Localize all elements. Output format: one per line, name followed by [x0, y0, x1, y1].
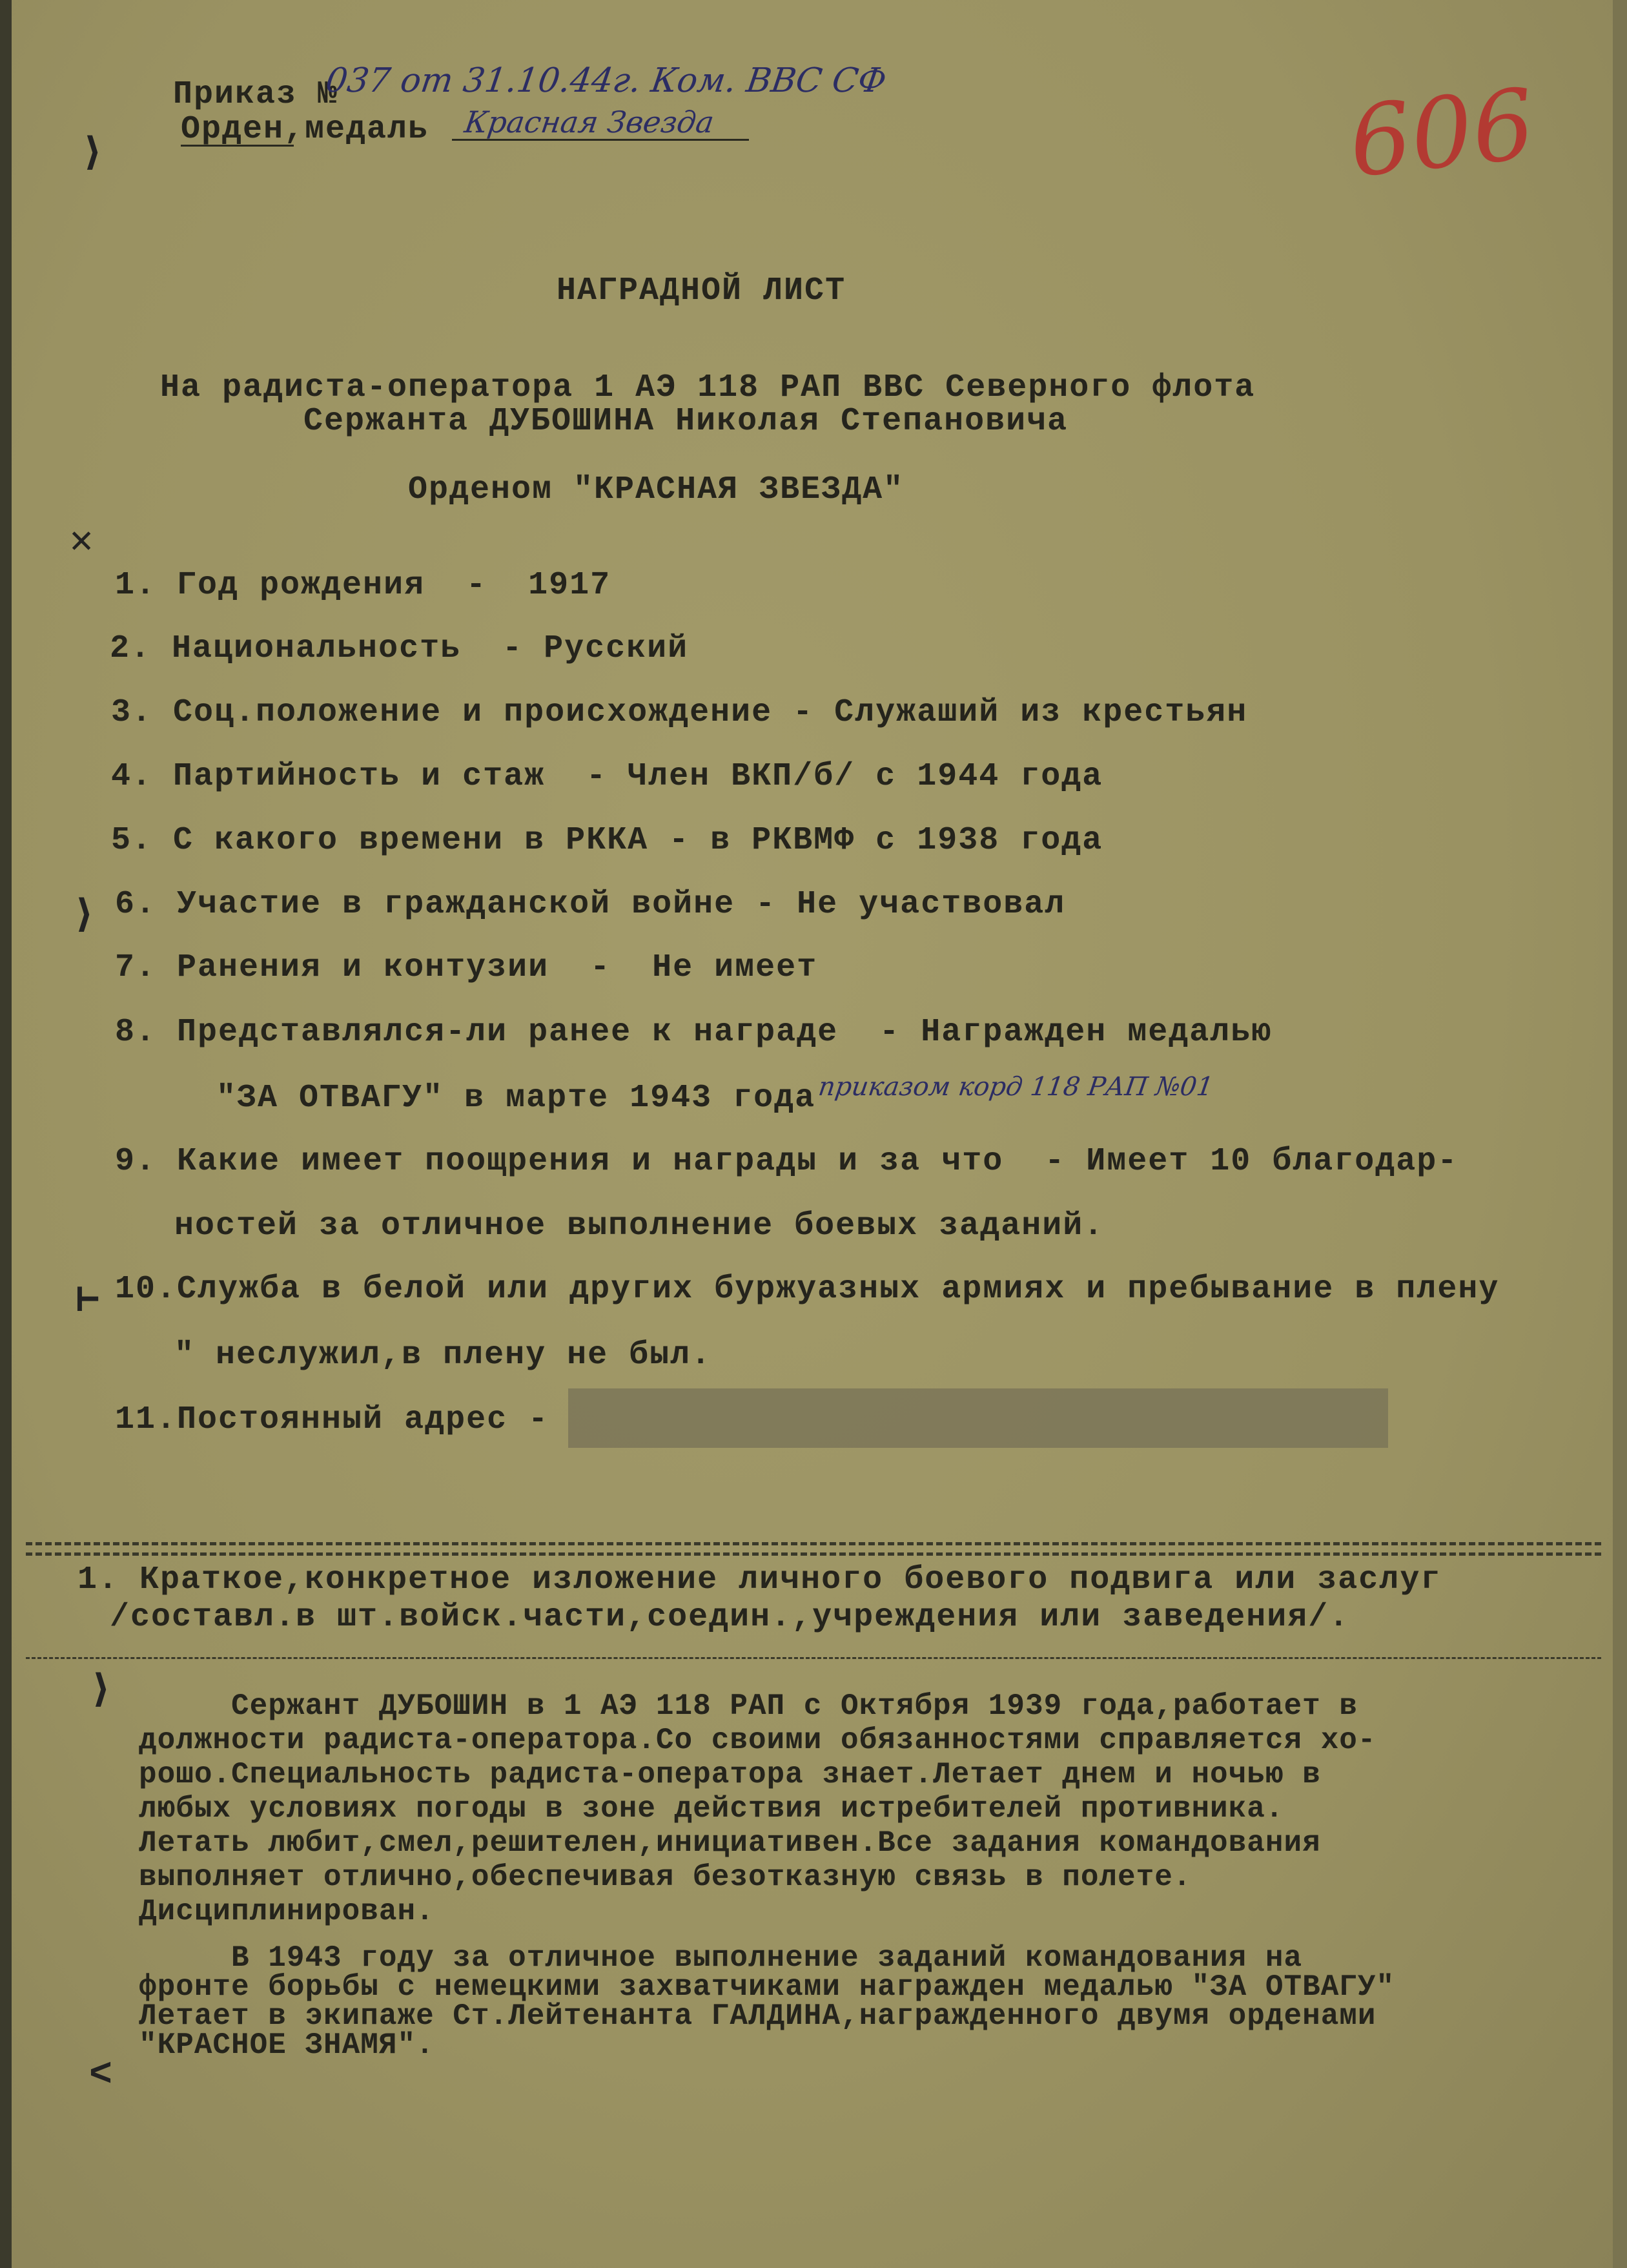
document-title: НАГРАДНОЙ ЛИСТ: [557, 273, 846, 309]
scan-edge-left: [0, 0, 12, 2268]
order-label: Приказ №: [173, 76, 339, 113]
field-6: 6. Участие в гражданской войне - Не участвовал: [115, 886, 1066, 923]
recipient-unit: На радиста-оператора 1 АЭ 118 РАП ВВС Северного флота: [160, 369, 1256, 406]
field-5: 5. С какого времени в РККА - в РКВМФ с 1938 года: [111, 822, 1103, 859]
recipient-name: Сержанта ДУБОШИНА Николая Степановича: [303, 403, 1069, 440]
double-rule-bottom: [26, 1552, 1601, 1556]
field-10: 10.Служба в белой или других буржуазных армиях и пребывание в плену: [115, 1271, 1500, 1308]
field-7: 7. Ранения и контузии - Не имеет: [115, 949, 818, 986]
field-9-continued: ностей за отличное выполнение боевых заданий.: [174, 1208, 1105, 1244]
scan-edge-right: [1613, 0, 1627, 2268]
scan-mark: ⟩: [72, 895, 96, 939]
field-1: 1. Год рождения - 1917: [115, 567, 611, 604]
section-heading-line1: 1. Краткое,конкретное изложение личного боевого подвига или заслуг: [77, 1562, 1442, 1598]
scan-mark: ⟩: [81, 133, 105, 177]
field-9: 9. Какие имеет поощрения и награды и за что - Имеет 10 благодар-: [115, 1143, 1458, 1180]
scan-mark: ˂: [89, 2054, 113, 2098]
scan-mark: ⟩: [89, 1670, 113, 1714]
narrative-paragraph-2: В 1943 году за отличное выполнение заданий командования на фронте борьбы с немецкими захватчиками награжден медалью "ЗА ОТВАГУ" Летает в экипаже Ст.Лейтенанта ГАЛДИНА,награжденного двумя орденами "КРАСНОЕ ЗНАМЯ".: [139, 1941, 1395, 2062]
field-8-handwritten: приказом корд 118 РАП №01: [816, 1072, 1216, 1102]
double-rule-top: [26, 1542, 1601, 1545]
redacted-address: [568, 1388, 1388, 1448]
scan-mark: ✕: [70, 521, 94, 564]
field-10-continued: " неслужил,в плену не был.: [174, 1337, 712, 1374]
section-heading-line2: /составл.в шт.войск.части,соедин.,учреждения или заведения/.: [110, 1599, 1350, 1636]
award-type-label: Орден,медаль: [181, 111, 429, 148]
field-2: 2. Национальность - Русский: [110, 630, 689, 667]
narrative-paragraph-1: Сержант ДУБОШИН в 1 АЭ 118 РАП с Октября 1939 года,работает в должности радиста-оператора.Со своими обязанностями справляется хо- рошо.Специальность радиста-оператора знает.Летает днем и ночью в любых условиях погоды в зоне действия истребителей противника. Летать любит,смел,решителен,инициативен.Все задания командования выполняет отлично,обеспечивая безотказную связь в полете. Дисциплинирован.: [139, 1689, 1376, 1928]
award-type-underline: [181, 145, 294, 147]
order-handwritten: 037 от 31.10.44г. Ком. ВВС СФ: [323, 61, 889, 100]
award-handwritten: Красная Звезда: [462, 105, 717, 139]
field-3: 3. Соц.положение и происхождение - Служаший из крестьян: [111, 694, 1248, 731]
section-rule: [26, 1657, 1601, 1659]
field-11: 11.Постоянный адрес -: [115, 1401, 549, 1438]
award-name: Орденом "КРАСНАЯ ЗВЕЗДА": [408, 471, 905, 508]
award-handwritten-underline: [452, 139, 749, 141]
scan-mark: ⊢: [76, 1279, 100, 1323]
field-8: 8. Представлялся-ли ранее к награде - Награжден медалью: [115, 1014, 1273, 1051]
field-8-continued: "ЗА ОТВАГУ" в марте 1943 года: [216, 1080, 816, 1117]
archive-page-number: 606: [1344, 68, 1540, 200]
field-4: 4. Партийность и стаж - Член ВКП/б/ с 1944 года: [111, 758, 1103, 795]
